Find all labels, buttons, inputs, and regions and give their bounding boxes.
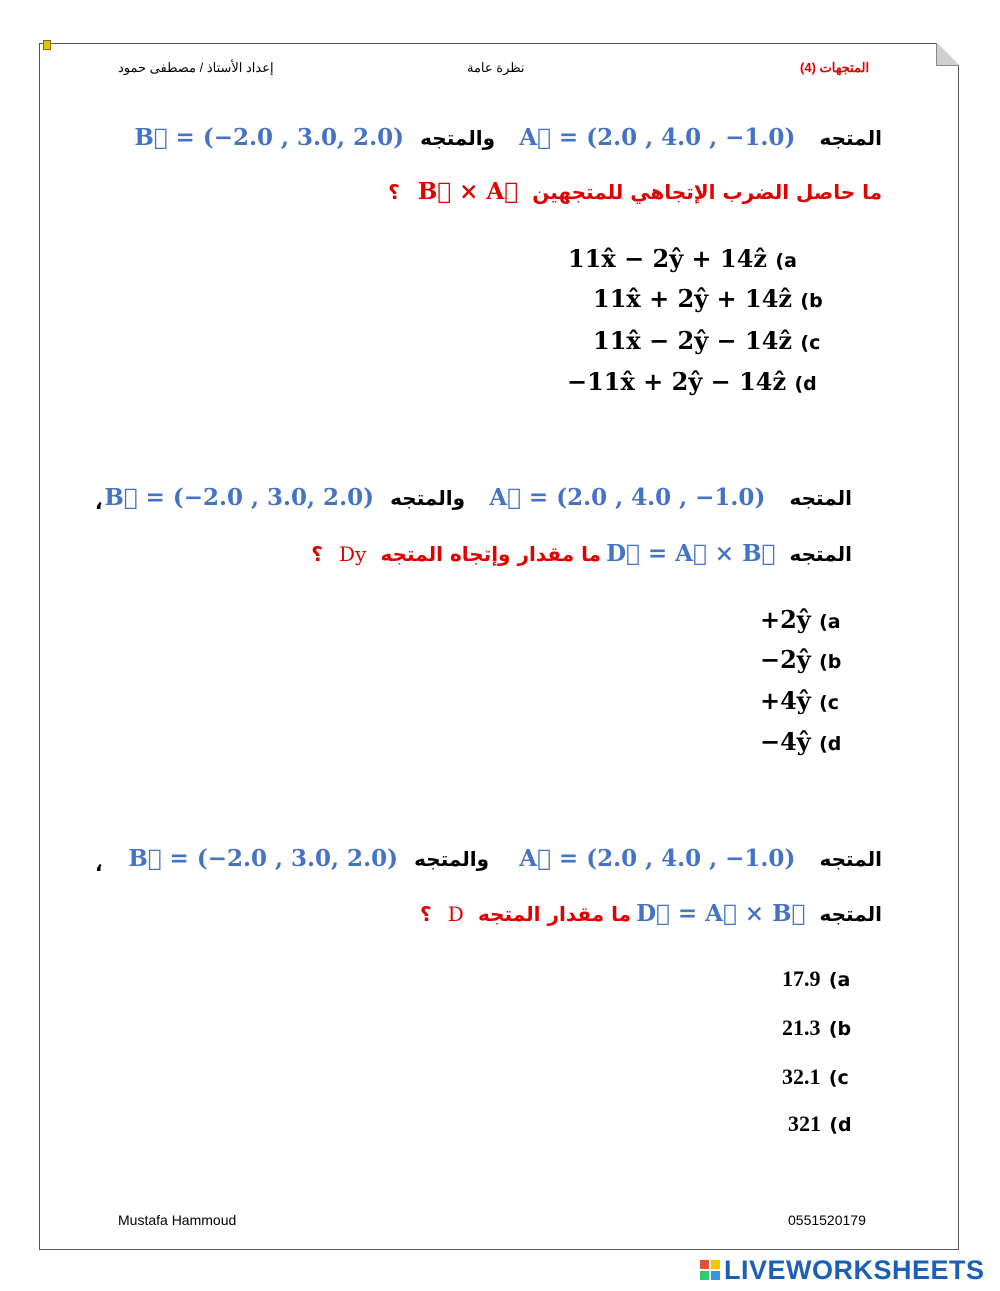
q1-and-label: والمتجه (420, 126, 496, 150)
q2-option-b[interactable] (760, 645, 841, 674)
q3-vectors-line (128, 845, 882, 872)
q2-option-a-label: (a (819, 611, 841, 633)
worksheet-title: المتجهات (4) (800, 60, 870, 75)
q2-question (311, 540, 852, 567)
q2-vec-a: A⃗ = (2.0 , 4.0 , −1.0) (489, 484, 766, 511)
q3-vec-a-label: المتجه (819, 847, 882, 871)
q1-option-a[interactable] (568, 244, 797, 273)
q3-option-a[interactable] (782, 963, 850, 992)
liveworksheets-logo-icon (700, 1260, 720, 1280)
liveworksheets-logo[interactable] (700, 1254, 985, 1285)
q1-option-c-expr: 11x̂ − 2ŷ − 14ẑ (593, 326, 793, 355)
liveworksheets-logo-text: LIVEWORKSHEETS (724, 1254, 985, 1285)
q2-option-c-label: (c (819, 692, 840, 714)
q2-comma: ، (95, 490, 103, 514)
q2-option-d-expr: −4ŷ (760, 727, 811, 756)
q3-option-a-value: 17.9 (782, 966, 821, 991)
q1-option-d-expr: −11x̂ + 2ŷ − 14ẑ (567, 367, 787, 396)
q2-option-c[interactable] (760, 686, 839, 715)
page-fold-corner (936, 43, 959, 66)
pin-icon (43, 40, 51, 50)
q1-option-b-label: (b (800, 290, 823, 312)
worksheet-subtitle: نظرة عامة (467, 60, 525, 75)
q2-option-b-expr: −2ŷ (760, 645, 811, 674)
q2-line2-label: المتجه (789, 542, 852, 566)
q3-question-var: D (447, 902, 464, 926)
q3-and-label: والمتجه (414, 847, 490, 871)
q2-vec-a-label: المتجه (789, 486, 852, 510)
q1-vec-a-label: المتجه (819, 126, 882, 150)
q3-vec-b: B⃗ = (−2.0 , 3.0, 2.0) (128, 845, 398, 872)
q2-option-d[interactable] (760, 727, 841, 756)
q3-option-b[interactable] (782, 1012, 851, 1041)
q2-option-a-expr: +2ŷ (760, 605, 811, 634)
q3-option-d[interactable] (788, 1108, 852, 1137)
q3-line2-math: D⃗ = A⃗ × B⃗ (636, 900, 806, 927)
q3-line2-label: المتجه (819, 902, 882, 926)
q1-option-c[interactable] (593, 326, 820, 355)
q2-line2-math: D⃗ = A⃗ × B⃗ (606, 540, 776, 567)
q3-vec-a: A⃗ = (2.0 , 4.0 , −1.0) (519, 845, 796, 872)
q2-option-b-label: (b (819, 651, 842, 673)
q1-question-math: B⃗ × A⃗ (417, 178, 519, 205)
q1-vec-b: B⃗ = (−2.0 , 3.0, 2.0) (134, 124, 404, 151)
q1-vectors-line (134, 124, 882, 151)
footer-author-name: Mustafa Hammoud (118, 1212, 237, 1228)
q1-option-a-expr: 11x̂ − 2ŷ + 14ẑ (568, 244, 768, 273)
footer-phone: 0551520179 (788, 1212, 866, 1228)
q2-question-var: Dy (338, 542, 367, 566)
q3-option-a-label: (a (828, 969, 851, 991)
q3-option-c[interactable] (782, 1061, 849, 1090)
q3-option-c-label: (c (828, 1067, 849, 1089)
q3-option-b-value: 21.3 (782, 1015, 821, 1040)
q2-and-label: والمتجه (390, 486, 466, 510)
q2-question-text: ما مقدار وإتجاه المتجه (380, 542, 602, 566)
q3-comma: ، (95, 852, 103, 876)
q1-option-b[interactable] (593, 284, 823, 313)
q3-question (420, 900, 882, 927)
q2-vec-b: B⃗ = (−2.0 , 3.0, 2.0) (104, 484, 374, 511)
q2-option-d-label: (d (819, 733, 842, 755)
q2-option-c-expr: +4ŷ (760, 686, 811, 715)
q3-option-c-value: 32.1 (782, 1064, 821, 1089)
q3-option-d-value: 321 (788, 1111, 821, 1136)
q1-option-a-label: (a (775, 250, 797, 272)
q1-vec-a: A⃗ = (2.0 , 4.0 , −1.0) (519, 124, 796, 151)
q1-option-b-expr: 11x̂ + 2ŷ + 14ẑ (593, 284, 793, 313)
q3-question-mark: ؟ (419, 902, 432, 926)
q2-question-mark: ؟ (311, 542, 323, 566)
q3-question-text: ما مقدار المتجه (478, 902, 632, 926)
q1-question-text: ما حاصل الضرب الإتجاهي للمتجهين (532, 180, 882, 204)
q2-vectors-line (104, 484, 852, 511)
q3-option-b-label: (b (828, 1018, 852, 1040)
q2-option-a[interactable] (760, 605, 841, 634)
q1-option-d[interactable] (567, 367, 817, 396)
q1-question-mark: ؟ (388, 180, 400, 204)
q1-question (388, 178, 882, 205)
author-credit: إعداد الأستاذ / مصطفى حمود (118, 60, 274, 75)
q3-option-d-label: (d (829, 1114, 852, 1136)
q1-option-c-label: (c (800, 332, 821, 354)
q1-option-d-label: (d (794, 373, 817, 395)
